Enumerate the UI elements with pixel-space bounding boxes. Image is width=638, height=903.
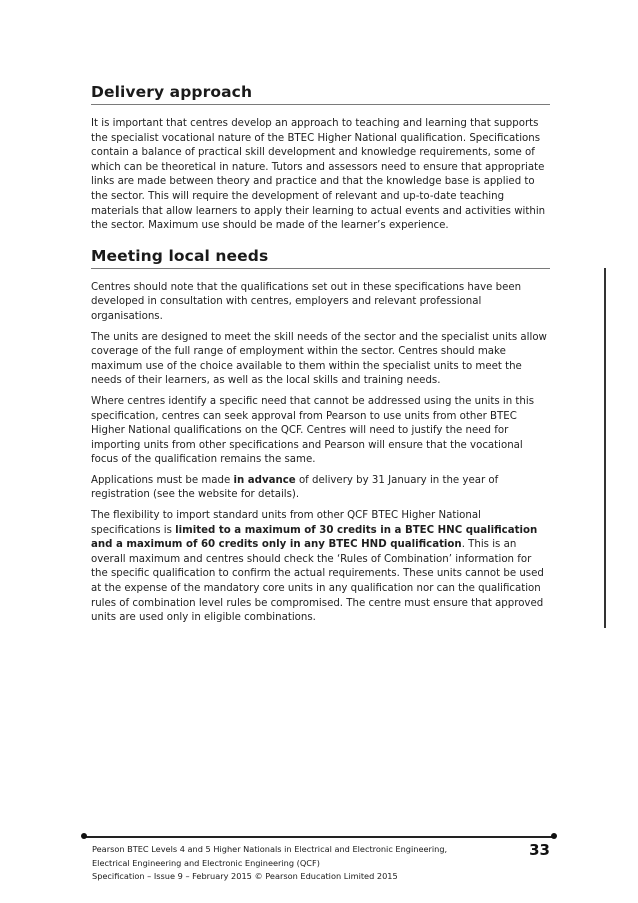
text-run: . This is an overall maximum and centres should check the ‘Rules of Combination’ information for the specific qualification to confirm the actual requirements. These units cannot be used at the expense of the mandatory core units in any qualification nor can the qualification rules of combination level rules be compromised. The centre must ensure that approved units are used only in eligible combinations. bbox=[91, 539, 544, 624]
change-bar bbox=[604, 268, 606, 628]
bold-run: limited to a maximum of 30 credits in a BTEC HNC qualification and a maximum of 60 credits only in any BTEC HND qualification bbox=[91, 524, 538, 551]
text-run: Applications must be made bbox=[91, 474, 234, 486]
footer-line: Pearson BTEC Levels 4 and 5 Higher Nationals in Electrical and Electronic Engineering, bbox=[92, 844, 448, 854]
body-paragraph: Where centres identify a specific need that cannot be addressed using the units in this specification, centres can seek approval from Pearson to use units from other BTEC Higher National qualifications on the QCF. Centres will need to justify the need for importing units from other specifications and Pearson will ensure that the vocational focus of the qualification remains the same. bbox=[91, 395, 535, 466]
main-content bbox=[91, 82, 550, 632]
footer-rule-left-dot bbox=[81, 833, 87, 839]
import-paragraph bbox=[91, 509, 550, 626]
body-paragraph: The units are designed to meet the skill needs of the sector and the specialist units allow coverage of the full range of employment within the sector. Centres should make maximum use of the choice available to them within the specialist units to meet the needs of their learners, as well as the local skills and training needs. bbox=[91, 331, 547, 387]
footer-rule-right-dot bbox=[551, 833, 557, 839]
advance-paragraph bbox=[91, 474, 550, 503]
footer-text bbox=[92, 843, 502, 884]
text-run: The flexibility to import standard units from other QCF BTEC Higher National specifications is bbox=[91, 510, 481, 536]
section-heading: Delivery approach bbox=[91, 82, 550, 105]
body-paragraph: Centres should note that the qualifications set out in these specifications have been developed in consultation with centres, employers and relevant professional organisations. bbox=[91, 281, 522, 322]
page-number: 33 bbox=[529, 841, 550, 859]
text-run: of delivery by 31 January in the year of registration (see the website for details). bbox=[91, 474, 499, 501]
section-meeting-local-needs bbox=[91, 246, 550, 626]
body-paragraph: It is important that centres develop an approach to teaching and learning that supports the specialist vocational nature of the BTEC Higher National qualification. Specifications contain a balance of practical skill development and knowledge requirements, some of which can be theoretical in nature. Tutors and assessors need to ensure that appropriate links are made between theory and practice and that the knowledge base is applied to the sector. This will require the development of relevant and up-to-date teaching materials that allow learners to apply their learning to actual events and activities within the sector. Maximum use should be made of the learner’s experience. bbox=[91, 118, 546, 232]
section-heading: Meeting local needs bbox=[91, 246, 550, 269]
footer-line: Electrical Engineering and Electronic Engineering (QCF) bbox=[92, 857, 320, 868]
section-delivery-approach bbox=[91, 82, 550, 234]
footer-rule bbox=[84, 836, 554, 838]
footer-line: Specification – Issue 9 – February 2015 © Pearson Education Limited 2015 bbox=[92, 871, 398, 881]
bold-run: in advance bbox=[233, 474, 296, 486]
